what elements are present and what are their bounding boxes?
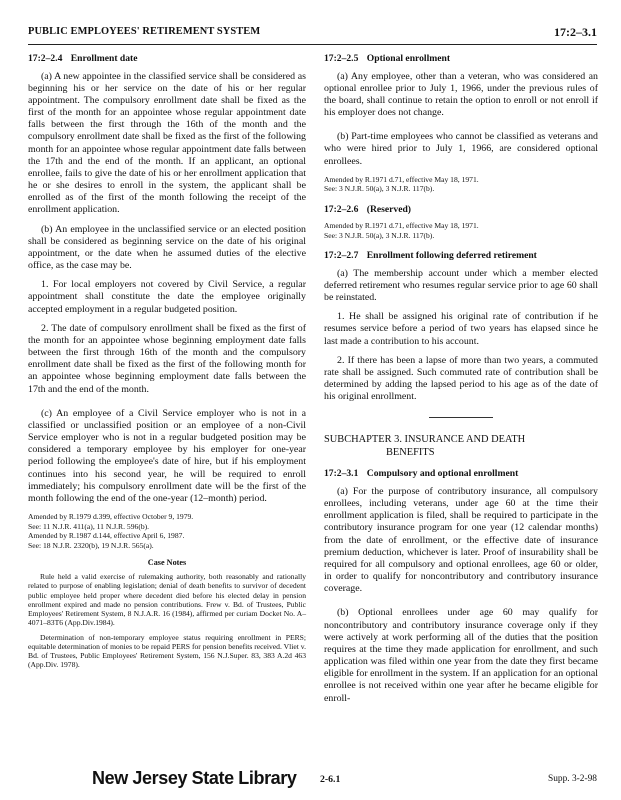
paragraph-a: (a) The membership account under which a member elected deferred retirement who resumes regular service prior to age 60 shall be reinstated. bbox=[324, 267, 598, 303]
section-number: 17:2–2.5 bbox=[324, 53, 359, 64]
paragraph-b: (b) Optional enrollees under age 60 may qualify for noncontributory and contributory insurance coverage only if they were actively at work performing all of the duties that the position requires at the time they made application for enrollment, and such application was filed within one year from the date they first became eligible for enrollment in the system. If an application for an optional enrollee is not received within one year after he became eligible for enroll- bbox=[324, 607, 598, 704]
left-column bbox=[28, 53, 306, 675]
amendment-line: Amended by R.1979 d.399, effective October 9, 1979. bbox=[28, 512, 194, 522]
header-section-code: 17:2–3.1 bbox=[554, 25, 597, 39]
section-separator bbox=[429, 417, 493, 418]
section-heading-2-4 bbox=[28, 53, 306, 65]
case-note: Rule held a valid exercise of rulemaking authority, both reasonably and rationally related to purpose of enabling legislation; denial of death benefits to survivor of decedent public employee held proper where decedent died before his elected delay in pension enrollment expired and made no pension contributions. Frew v. Bd. of Trustees, Public Employees' Retirement System, 8 N.J.A.R. 16 (1984), affirmed per curiam Docket No. A–4071–83T6 (App.Div.1984). bbox=[28, 572, 306, 628]
section-heading-2-6 bbox=[324, 204, 598, 216]
right-column bbox=[324, 53, 598, 712]
amendment-line: See: 18 N.J.R. 2320(b), 19 N.J.R. 565(a). bbox=[28, 540, 154, 550]
paragraph-a-2: 2. If there has been a lapse of more than two years, a commuted rate shall be assigned. Such commuted rate of contribution shall be determined by adding the lapsed period to his age as of the date of his original enrollment. bbox=[324, 354, 598, 403]
paragraph-b-2: 2. The date of compulsory enrollment shall be fixed as the first of the month for an appointee whose beginning employment date falls between the first through 16th of the month and the compulsory enrollment date shall be fixed as the first of the following month for an appointee whose beginning employment date falls between the 17th and the end of the month. bbox=[28, 322, 306, 395]
amendment-line: See: 3 N.J.R. 50(a), 3 N.J.R. 117(b). bbox=[324, 184, 435, 194]
section-number: 17:2–2.4 bbox=[28, 53, 63, 64]
paragraph-a: (a) Any employee, other than a veteran, who was considered an optional enrollee prior to July 1, 1966, under the previous rules of the board, shall continue to retain the option to enroll or not enroll if his employer does not change. bbox=[324, 70, 598, 119]
case-note: Determination of non-temporary employee status requiring enrollment in PERS; equitable determination of monies to be repaid PERS for pension benefits received. Vliet v. Bd. of Trustees, Public Employees' Retirement System, 156 N.J.Super. 83, 383 A.2d 463 (App.Div. 1978). bbox=[28, 632, 306, 670]
section-heading-2-5 bbox=[324, 53, 598, 65]
paragraph-b-1: 1. For local employers not covered by Civil Service, a regular appointment shall constitute the date the employee originally accepted employment in a regular budgeted position. bbox=[28, 279, 306, 315]
section-heading-2-7 bbox=[324, 250, 598, 262]
supplement-date: Supp. 3-2-98 bbox=[548, 774, 597, 784]
header-title: PUBLIC EMPLOYEES' RETIREMENT SYSTEM bbox=[28, 26, 261, 37]
section-number: 17:2–3.1 bbox=[324, 468, 359, 480]
amendment-line: Amended by R.1971 d.71, effective May 18, 1971. bbox=[324, 221, 479, 231]
paragraph-c: (c) An employee of a Civil Service employer who is not in a classified or unclassified position or an employee of a non-Civil Service employer who is not in a regular budgeted position may be considered a temporary employee by his employer for one-year period following the employee's date of hire, but if his employment continues into his second year, he will be required to enroll immediately; his compulsory enrollment date will be the first of the month following the end of the one-year (12–month) period. bbox=[28, 407, 306, 504]
library-logo: New Jersey State Library bbox=[92, 768, 297, 788]
amendment-history bbox=[324, 175, 598, 194]
subchapter-line: BENEFITS bbox=[386, 446, 435, 458]
paragraph-a: (a) A new appointee in the classified service shall be considered as beginning his or her service on the date of his or her regular appointment. The compulsory enrollment date shall be fixed as the first of the month for an appointee whose regular appointment date falls between the first through the 16th of the month and the compulsory enrollment date shall be fixed as the first of the following month for an appointee whose regular appointment date falls between the 17th and the end of the month. If an applicant, an optional enrollee, fails to give the date of his or her enrollment application that he or she desires to enroll in the system, the applicant shall be enrolled as of the first of the month following the receipt of the enrollment application. bbox=[28, 70, 306, 216]
subchapter-line: SUBCHAPTER 3. INSURANCE AND DEATH bbox=[324, 434, 526, 446]
amendment-line: See: 3 N.J.R. 50(a), 3 N.J.R. 117(b). bbox=[324, 230, 435, 240]
page-footer bbox=[28, 768, 597, 792]
header-rule bbox=[28, 44, 597, 45]
page-number: 2-6.1 bbox=[320, 774, 341, 785]
amendment-line: Amended by R.1971 d.71, effective May 18, 1971. bbox=[324, 174, 479, 184]
case-notes-heading: Case Notes bbox=[147, 558, 187, 568]
section-title: Compulsory and optional enrollment bbox=[366, 468, 519, 480]
paragraph-b: (b) Part-time employees who cannot be classified as veterans and who were hired prior to July 1, 1966, are considered optional enrollees. bbox=[324, 131, 598, 167]
amendment-line: See: 11 N.J.R. 411(a), 11 N.J.R. 596(b). bbox=[28, 521, 150, 531]
running-header bbox=[28, 26, 597, 42]
amendment-history bbox=[324, 221, 598, 240]
amendment-line: Amended by R.1987 d.144, effective April 6, 1987. bbox=[28, 531, 185, 541]
paragraph-b: (b) An employee in the unclassified service or an elected position shall be considered as beginning service on the date of his original appointment, or the date when he assumed duties of the elective office, as the case may be. bbox=[28, 223, 306, 272]
section-number: 17:2–2.6 bbox=[324, 203, 359, 215]
paragraph-a: (a) For the purpose of contributory insurance, all compulsory enrollees, including veterans, under age 60 at the time their enrollment application is filed, shall be required to participate in the contributory insurance program for one year (12 calendar months) from the date of enrollment, or the effective date of insurance premium deduction, whichever is later. Proof of insurability shall be required for all compulsory and optional enrollees, age 60 or older, in order to qualify for noncontributory and contributory insurance coverage. bbox=[324, 485, 598, 595]
paragraph-a-1: 1. He shall be assigned his original rate of contribution if he resumes service before a period of two years has elapsed since he last made a contribution to his account. bbox=[324, 311, 598, 347]
section-title: Enrollment date bbox=[70, 53, 138, 64]
section-title: (Reserved) bbox=[366, 203, 411, 215]
amendment-history bbox=[28, 512, 306, 550]
subchapter-heading bbox=[324, 434, 598, 459]
section-heading-3-1 bbox=[324, 468, 598, 480]
section-title: Enrollment following deferred retirement bbox=[366, 250, 537, 262]
section-number: 17:2–2.7 bbox=[324, 250, 359, 262]
section-title: Optional enrollment bbox=[366, 53, 451, 64]
